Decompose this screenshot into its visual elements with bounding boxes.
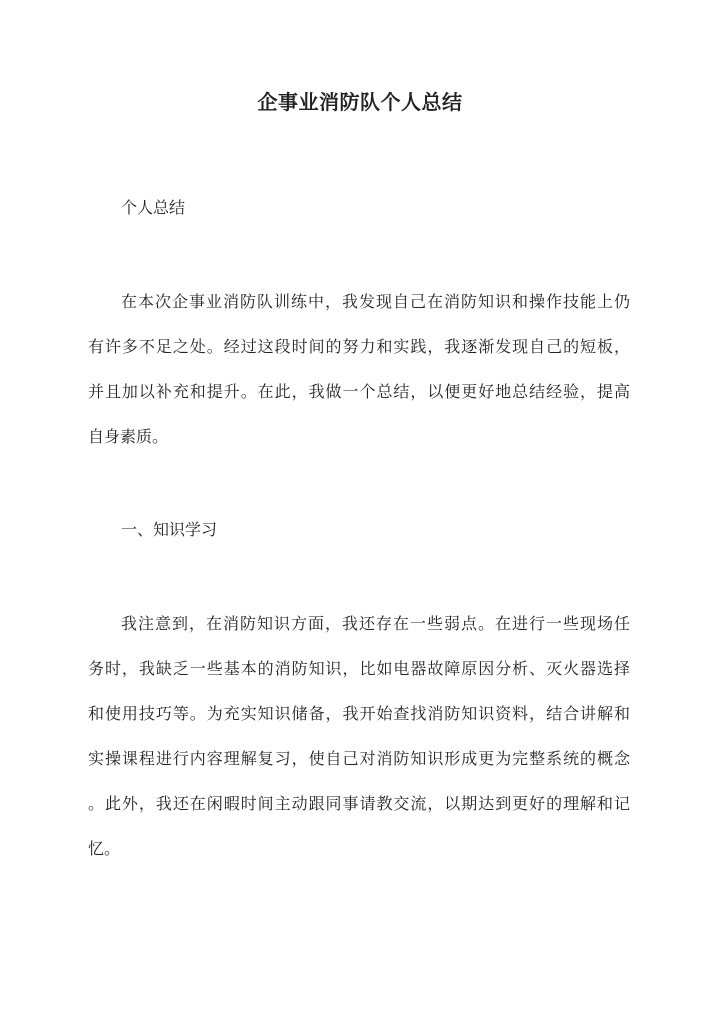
- paragraph-line: 自身素质。: [88, 427, 169, 446]
- paragraph-line: 我注意到，在消防知识方面，我还存在一些弱点。在进行一些现场任: [121, 614, 630, 633]
- paragraph-line: 和使用技巧等。为充实知识储备，我开始查找消防知识资料，结合讲解和: [88, 704, 630, 723]
- section-heading-personal-summary: 个人总结: [121, 198, 186, 217]
- document-title: 企事业消防队个人总结: [257, 90, 463, 114]
- knowledge-paragraph: [88, 601, 630, 871]
- section-heading-knowledge-learning: 一、知识学习: [121, 520, 218, 539]
- paragraph-line: 并且加以补充和提升。在此，我做一个总结，以便更好地总结经验，提高: [88, 382, 630, 401]
- paragraph-line: 实操课程进行内容理解复习，使自己对消防知识形成更为完整系统的概念: [88, 749, 630, 768]
- paragraph-line: 在本次企事业消防队训练中，我发现自己在消防知识和操作技能上仍: [121, 292, 630, 311]
- intro-paragraph: [88, 279, 630, 459]
- paragraph-line: 务时，我缺乏一些基本的消防知识，比如电器故障原因分析、灭火器选择: [88, 659, 630, 678]
- paragraph-line: 。此外，我还在闲暇时间主动跟同事请教交流，以期达到更好的理解和记: [88, 794, 630, 813]
- paragraph-line: 有许多不足之处。经过这段时间的努力和实践，我逐渐发现自己的短板，: [88, 337, 630, 356]
- paragraph-line: 忆。: [88, 839, 121, 858]
